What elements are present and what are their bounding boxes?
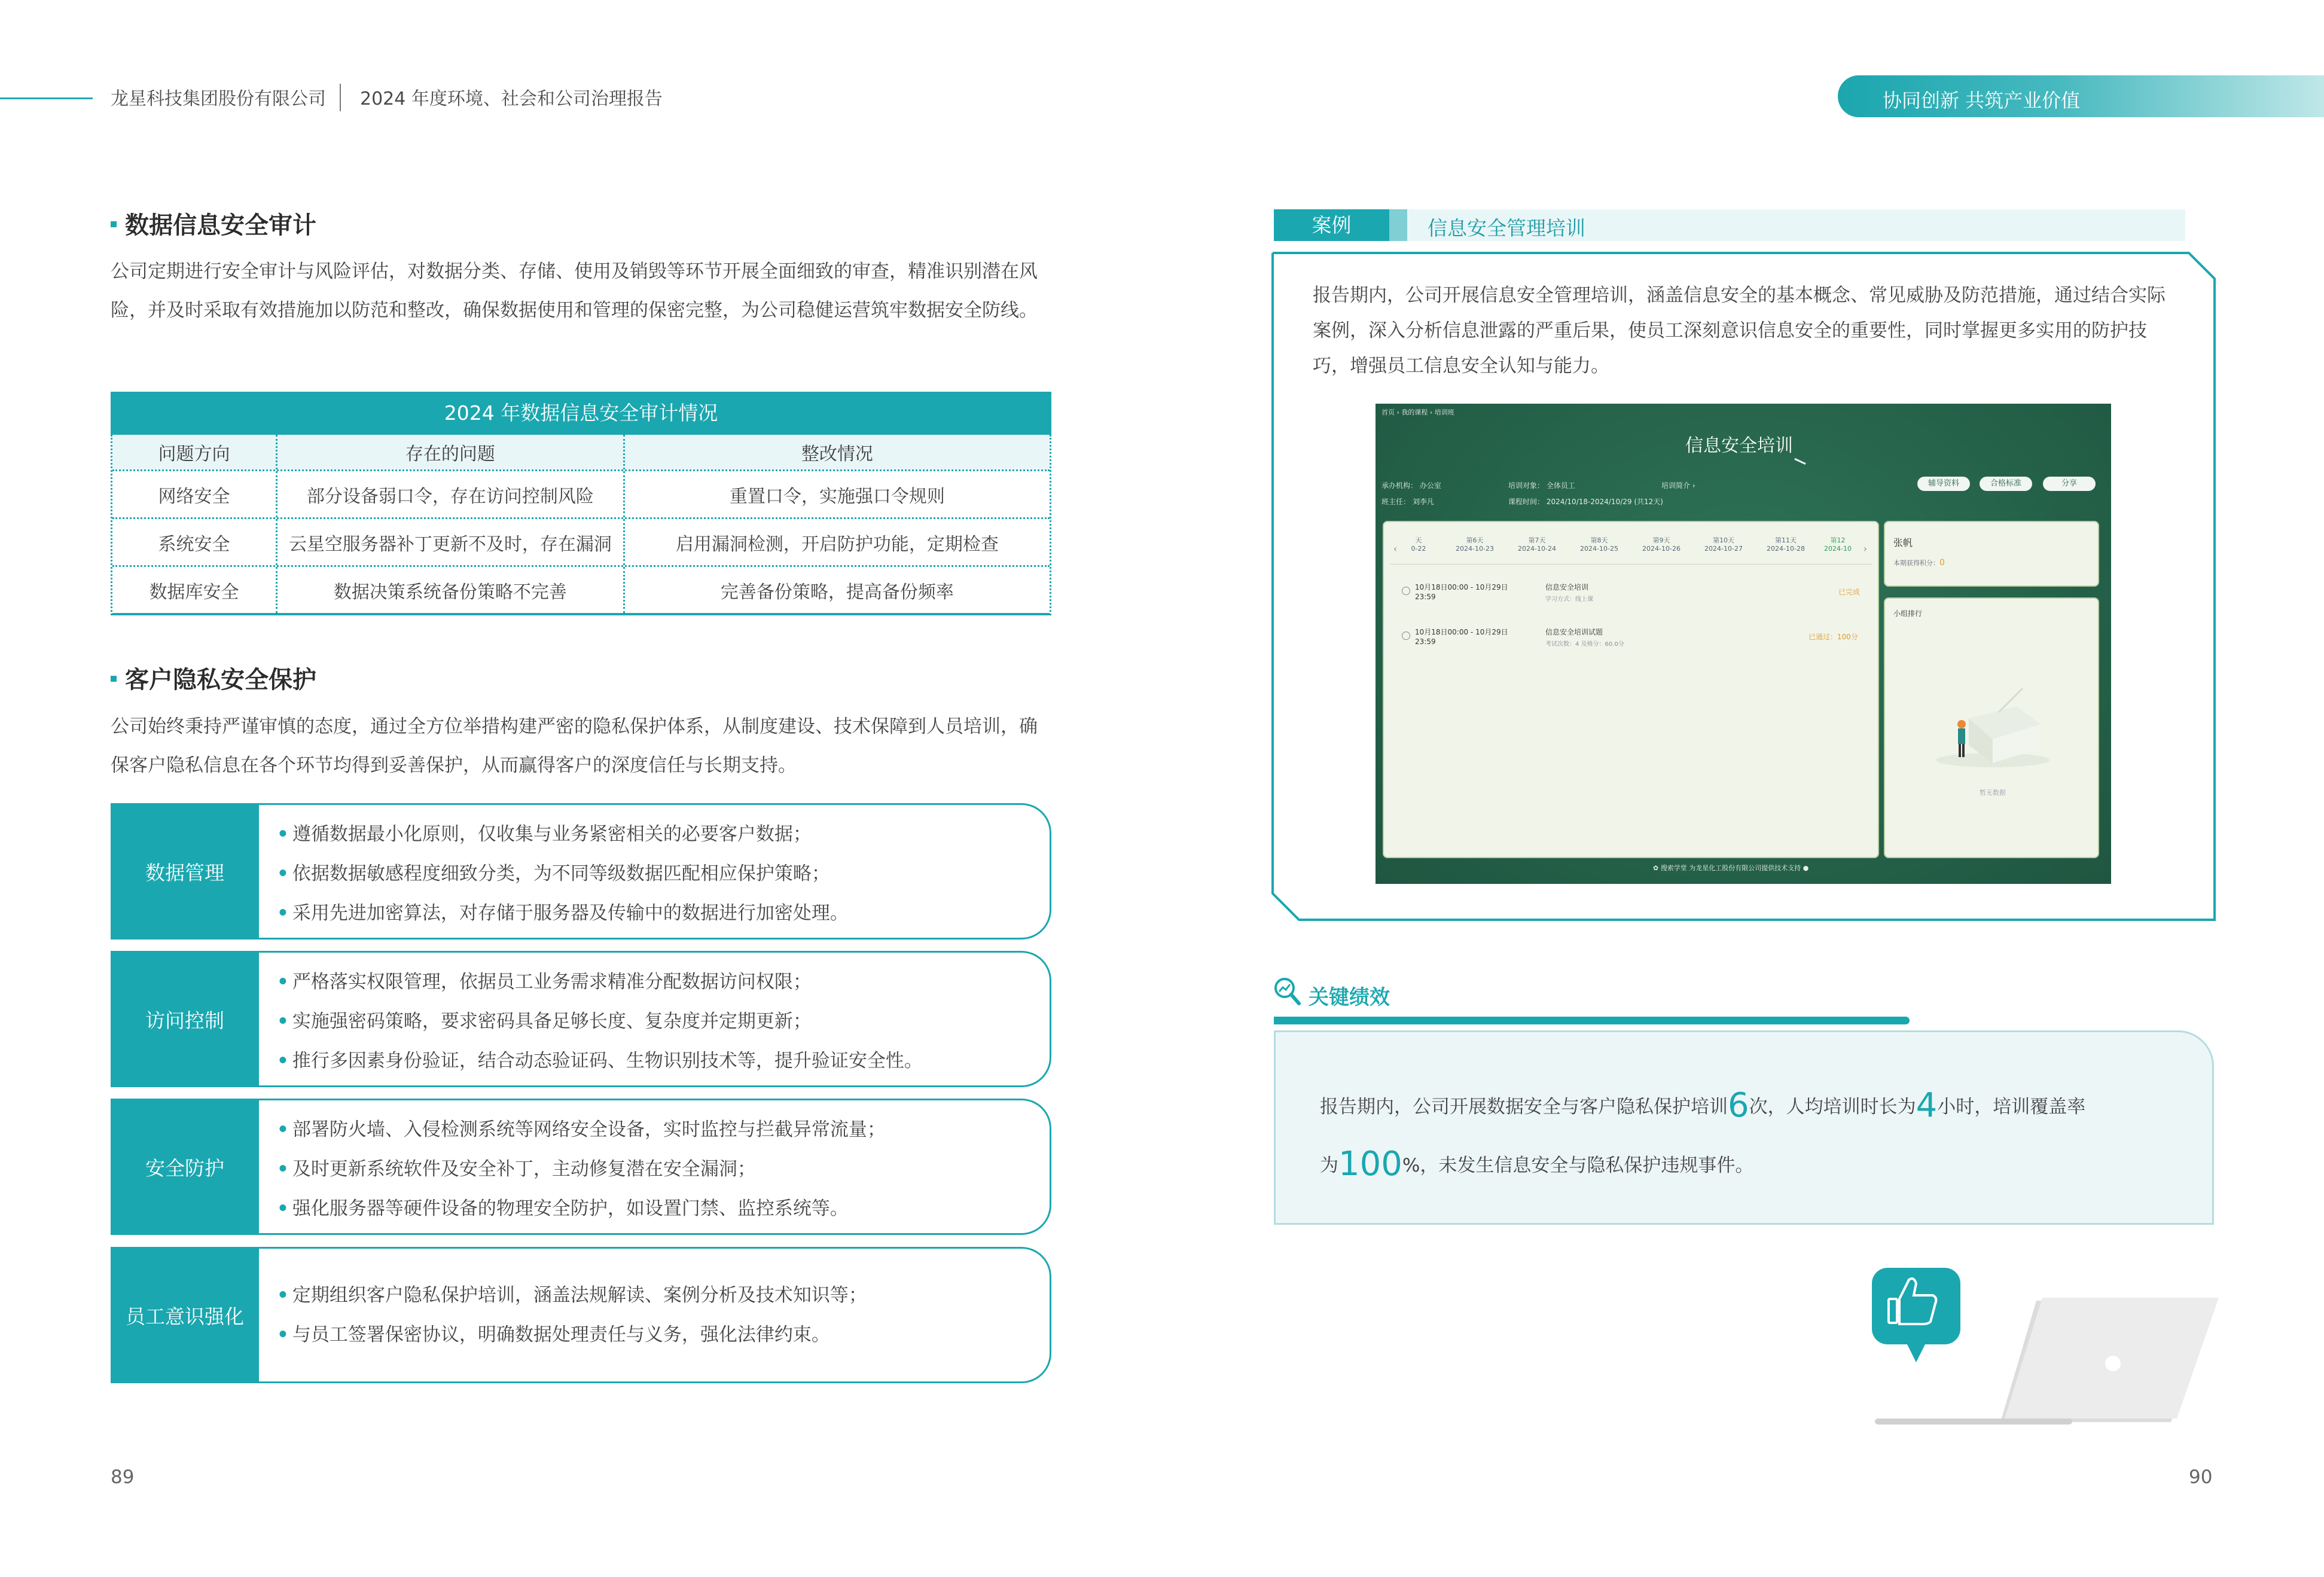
screenshot-footer: ✿ 搜索学堂 为龙星化工股份有限公司提供技术支持 ● [1653, 864, 1809, 872]
day-tab[interactable]: 第6天 2024-10-23 [1456, 536, 1494, 553]
kpi-underline [1274, 1017, 1910, 1024]
list-item: • 与员工签署保密协议，明确数据处理责任与义务，强化法律约束。 [277, 1324, 830, 1346]
table-cell: 网络安全 [112, 471, 277, 517]
audit-table-header: 整改情况 [801, 444, 873, 465]
header-slogan: 协同创新 共筑产业价值 [1883, 89, 2081, 112]
empty-state-illustration [1927, 670, 2052, 772]
table-row [112, 565, 1050, 613]
empty-text: 暂无数据 [1980, 789, 2006, 797]
schedule-panel [1383, 521, 1879, 858]
page-number-right: 90 [2189, 1466, 2213, 1488]
privacy-block-label: 员工意识强化 [111, 1247, 259, 1383]
materials-button[interactable]: 辅导资料 [1917, 477, 1970, 491]
kpi-number: 4 [1916, 1086, 1938, 1125]
clock-icon [1402, 587, 1410, 595]
day-tab-active[interactable]: 第12 2024-10 [1824, 536, 1852, 553]
table-cell: 数据库安全 [112, 567, 277, 613]
rank-title: 小组排行 [1893, 609, 1923, 618]
task-name[interactable]: 信息安全培训 [1545, 583, 1589, 591]
section-title-privacy: 客户隐私安全保护 [111, 661, 316, 695]
case-paragraph: 报告期内，公司开展信息安全管理培训，涵盖信息安全的基本概念、常见威胁及防范措施，通过结合实际案例，深入分析信息泄露的严重后果，使员工深刻意识信息安全的重要性，同时掌握更多实用的防护技巧，增强员工信息安全认知与能力。 [1313, 285, 2166, 377]
table-cell: 完善备份策略，提高备份频率 [720, 581, 954, 603]
table-cell: 数据决策系统备份策略不完善 [277, 567, 625, 613]
table-cell: 系统安全 [112, 519, 277, 565]
table-cell: 启用漏洞检测，开启防护功能，定期检查 [675, 533, 999, 555]
kpi-number: 100 [1338, 1145, 1402, 1183]
list-item: • 严格落实权限管理，依据员工业务需求精准分配数据访问权限； [277, 971, 812, 993]
kpi-line-2: 为100%，未发生信息安全与隐私保护违规事件。 [1320, 1145, 1754, 1183]
square-bullet-icon [111, 221, 117, 227]
list-item: • 强化服务器等硬件设备的物理安全防护，如设置门禁、监控系统等。 [277, 1198, 849, 1219]
kpi-box [1274, 1030, 2214, 1225]
share-button[interactable]: 分享 [2043, 477, 2096, 491]
chevron-left-icon[interactable]: ‹ [1393, 543, 1398, 554]
privacy-block-data-management [111, 803, 1051, 940]
privacy-block-employee-awareness [111, 1247, 1051, 1383]
case-title: 信息安全管理培训 [1428, 216, 1585, 240]
screenshot-target: 培训对象： 全体员工 [1508, 481, 1575, 490]
case-header-bar [1274, 209, 2185, 241]
standard-button[interactable]: 合格标准 [1980, 477, 2032, 491]
training-screenshot [1376, 404, 2111, 884]
privacy-block-access-control [111, 951, 1051, 1087]
table-cell: 部分设备弱口令，存在访问控制风险 [277, 471, 625, 517]
user-name: 张帆 [1893, 537, 1913, 548]
list-item: • 部署防火墙、入侵检测系统等网络安全设备，实时监控与拦截异常流量； [277, 1119, 886, 1140]
audit-table [111, 392, 1051, 615]
day-tab[interactable]: 第8天 2024-10-25 [1580, 536, 1618, 553]
list-item: • 定期组织客户隐私保护培训，涵盖法规解读、案例分析及技术知识等； [277, 1285, 867, 1306]
list-item: • 推行多因素身份验证，结合动态验证码、生物识别技术等，提升验证安全性。 [277, 1050, 923, 1072]
header-line [0, 97, 93, 99]
privacy-block-label: 安全防护 [111, 1099, 259, 1235]
audit-table-header-row [112, 435, 1050, 469]
audit-table-title: 2024 年数据信息安全审计情况 [111, 392, 1051, 435]
privacy-paragraph: 公司始终秉持严谨审慎的态度，通过全方位举措构建严密的隐私保护体系，从制度建设、技术保障到人员培训，确保客户隐私信息在各个环节均得到妥善保护，从而赢得客户的深度信任与长期支持。 [111, 716, 1038, 776]
task-time: 10月18日00:00 - 10月29日 [1415, 628, 1508, 636]
screenshot-title: 信息安全培训 [1685, 435, 1793, 456]
header-company: 龙星科技集团股份有限公司 [111, 89, 326, 109]
day-tab[interactable]: 第7天 2024-10-24 [1518, 536, 1556, 553]
task-name[interactable]: 信息安全培训试题 [1545, 628, 1603, 636]
task-time: 10月18日00:00 - 10月29日 [1415, 583, 1508, 591]
section-title-audit: 数据信息安全审计 [111, 206, 316, 240]
day-tab[interactable]: 天 0-22 [1411, 536, 1426, 553]
task-meta: 考试次数：4 及格分：60.0分 [1545, 641, 1624, 648]
task-time-end: 23:59 [1415, 593, 1436, 601]
rank-panel [1884, 597, 2099, 858]
privacy-block-label: 访问控制 [111, 951, 259, 1087]
page-number-left: 89 [111, 1466, 135, 1488]
user-score: 本期获得积分：0 [1893, 558, 1945, 568]
privacy-block-frame [259, 1247, 1051, 1383]
task-status: 已完成 [1838, 588, 1861, 596]
header-report-title: 2024 年度环境、社会和公司治理报告 [360, 89, 663, 109]
screenshot-breadcrumb[interactable]: 首页 › 我的课程 › 培训班 [1381, 408, 1454, 416]
magnifier-chart-icon [1273, 976, 1303, 1009]
day-tab[interactable]: 第10天 2024-10-27 [1704, 536, 1743, 553]
day-tab[interactable]: 第9天 2024-10-26 [1642, 536, 1681, 553]
audit-table-header: 问题方向 [112, 435, 277, 469]
list-item: • 实施强密码策略，要求密码具备足够长度、复杂度并定期更新； [277, 1011, 812, 1032]
header-slogan-banner [1838, 75, 2324, 117]
laptop-thumbs-up-illustration [1866, 1262, 2225, 1429]
case-tag: 案例 [1274, 209, 1389, 241]
table-cell: 重置口令，实施强口令规则 [729, 486, 945, 507]
table-row [112, 517, 1050, 565]
square-bullet-icon [111, 676, 117, 682]
audit-table-header: 存在的问题 [277, 435, 625, 469]
task-meta: 学习方式：线上课 [1545, 596, 1593, 603]
header-divider [340, 84, 341, 111]
chalk-icon [1794, 458, 1805, 465]
screenshot-intro-link[interactable]: 培训简介 › [1661, 481, 1695, 490]
kpi-number: 6 [1728, 1086, 1749, 1125]
chevron-right-icon[interactable]: › [1863, 543, 1868, 554]
screenshot-period: 课程时间： 2024/10/18-2024/10/29 (共12天) [1508, 498, 1663, 506]
day-tab[interactable]: 第11天 2024-10-28 [1767, 536, 1805, 553]
task-status: 已通过：100分 [1808, 633, 1858, 641]
table-cell: 云星空服务器补丁更新不及时，存在漏洞 [277, 519, 625, 565]
screenshot-org: 承办机构： 办公室 [1381, 481, 1441, 490]
list-item: • 及时更新系统软件及安全补丁，主动修复潜在安全漏洞； [277, 1158, 756, 1180]
table-row [112, 469, 1050, 517]
list-item: • 采用先进加密算法，对存储于服务器及传输中的数据进行加密处理。 [277, 902, 849, 924]
day-strip [1390, 528, 1872, 565]
list-item: • 依据数据敏感程度细致分类，为不同等级数据匹配相应保护策略； [277, 863, 830, 884]
list-item: • 遵循数据最小化原则，仅收集与业务紧密相关的必要客户数据； [277, 823, 812, 845]
user-panel [1884, 521, 2099, 587]
privacy-block-label: 数据管理 [111, 803, 259, 940]
kpi-title: 关键绩效 [1309, 986, 1390, 1009]
case-tag-accent [1389, 209, 1407, 241]
kpi-line-1: 报告期内，公司开展数据安全与客户隐私保护培训6次，人均培训时长为4小时，培训覆盖率 [1320, 1086, 2086, 1125]
privacy-block-security-protection [111, 1099, 1051, 1235]
audit-paragraph: 公司定期进行安全审计与风险评估，对数据分类、存储、使用及销毁等环节开展全面细致的审查，精准识别潜在风险，并及时采取有效措施加以防范和整改，确保数据使用和管理的保密完整，为公司稳健运营筑牢数据安全防线。 [111, 261, 1038, 321]
task-time-end: 23:59 [1415, 637, 1436, 646]
screenshot-teacher: 班主任： 刘李凡 [1381, 498, 1434, 506]
clock-icon [1402, 632, 1410, 640]
